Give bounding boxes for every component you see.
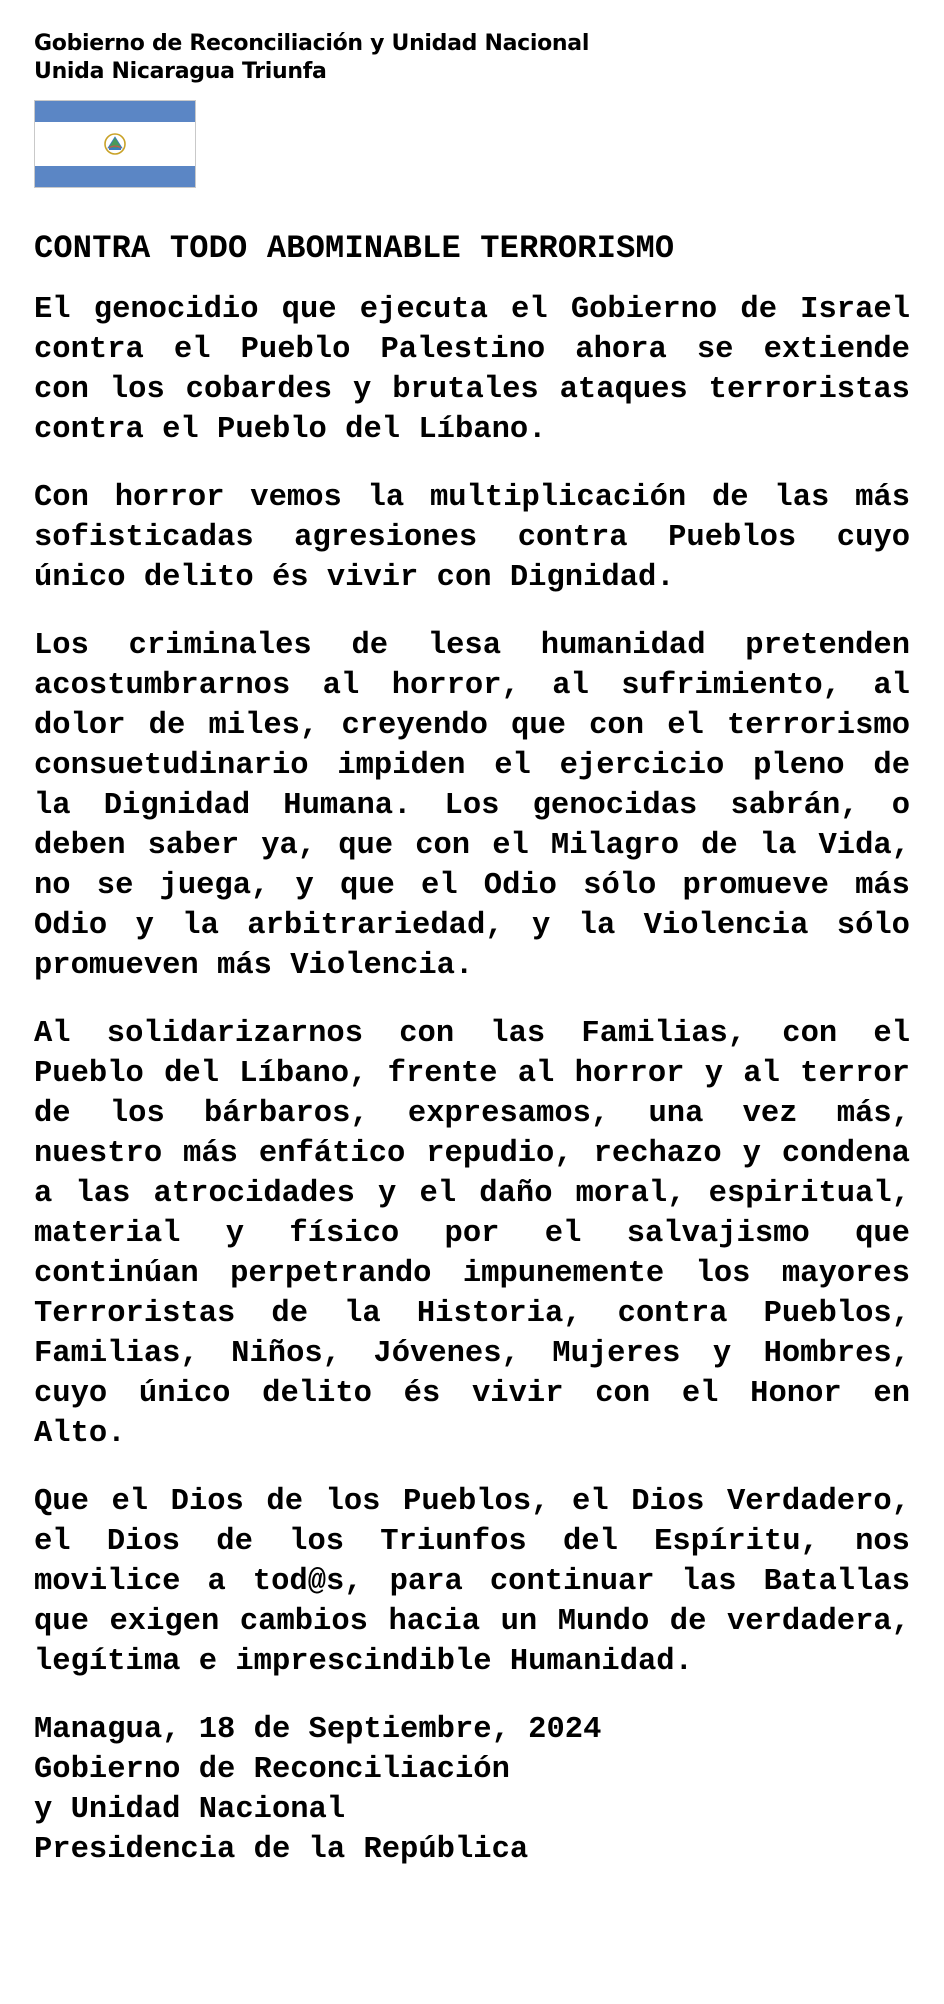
signature-block bbox=[34, 1710, 910, 1870]
flag-middle-band bbox=[35, 122, 195, 166]
paragraph: El genocidio que ejecuta el Gobierno de Israel contra el Pueblo Palestino ahora se extiende con los cobardes y brutales ataques terroristas contra el Pueblo del Líbano. bbox=[34, 293, 910, 447]
paragraph: Los criminales de lesa humanidad pretenden acostumbrarnos al horror, al sufrimiento, al dolor de miles, creyendo que con el terrorismo consuetudinario impiden el ejercicio pleno de la Dignidad Humana. Los genocidas sabrán, o deben saber ya, que con el Milagro de la Vida, no se juega, y que el Odio sólo promueve más Odio y la arbitrariedad, y la Violencia sólo promueven más Violencia. bbox=[34, 629, 910, 983]
header-government-name: Gobierno de Reconciliación y Unidad Nacional bbox=[34, 31, 590, 56]
coat-of-arms-icon bbox=[100, 133, 130, 155]
nicaragua-flag-icon bbox=[34, 100, 196, 188]
document-header bbox=[34, 0, 910, 86]
flag-bottom-band bbox=[35, 166, 195, 187]
signature-place-date: Managua, 18 de Septiembre, 2024 bbox=[34, 1713, 602, 1747]
signature-presidency: Presidencia de la República bbox=[34, 1833, 529, 1867]
paragraph: Con horror vemos la multiplicación de las más sofisticadas agresiones contra Pueblos cuyo único delito és vivir con Dignidad. bbox=[34, 481, 910, 595]
paragraph: Al solidarizarnos con las Familias, con el Pueblo del Líbano, frente al horror y al terror de los bárbaros, expresamos, una vez más, nuestro más enfático repudio, rechazo y condena a las atrocidades y el daño moral, espiritual, material y físico por el salvajismo que continúan perpetrando impunemente los mayores Terroristas de la Historia, contra Pueblos, Familias, Niños, Jóvenes, Mujeres y Hombres, cuyo único delito és vivir con el Honor en Alto. bbox=[34, 1017, 910, 1451]
signature-government-line2: y Unidad Nacional bbox=[34, 1793, 346, 1827]
signature-government-line1: Gobierno de Reconciliación bbox=[34, 1753, 510, 1787]
document-title: CONTRA TODO ABOMINABLE TERRORISMO bbox=[34, 230, 675, 267]
header-slogan: Unida Nicaragua Triunfa bbox=[34, 59, 327, 84]
paragraph: Que el Dios de los Pueblos, el Dios Verdadero, el Dios de los Triunfos del Espíritu, nos movilice a tod@s, para continuar las Batallas que exigen cambios hacia un Mundo de verdadera, legítima e imprescindible Humanidad. bbox=[34, 1485, 910, 1679]
flag-top-band bbox=[35, 101, 195, 122]
document-body bbox=[34, 290, 910, 1682]
